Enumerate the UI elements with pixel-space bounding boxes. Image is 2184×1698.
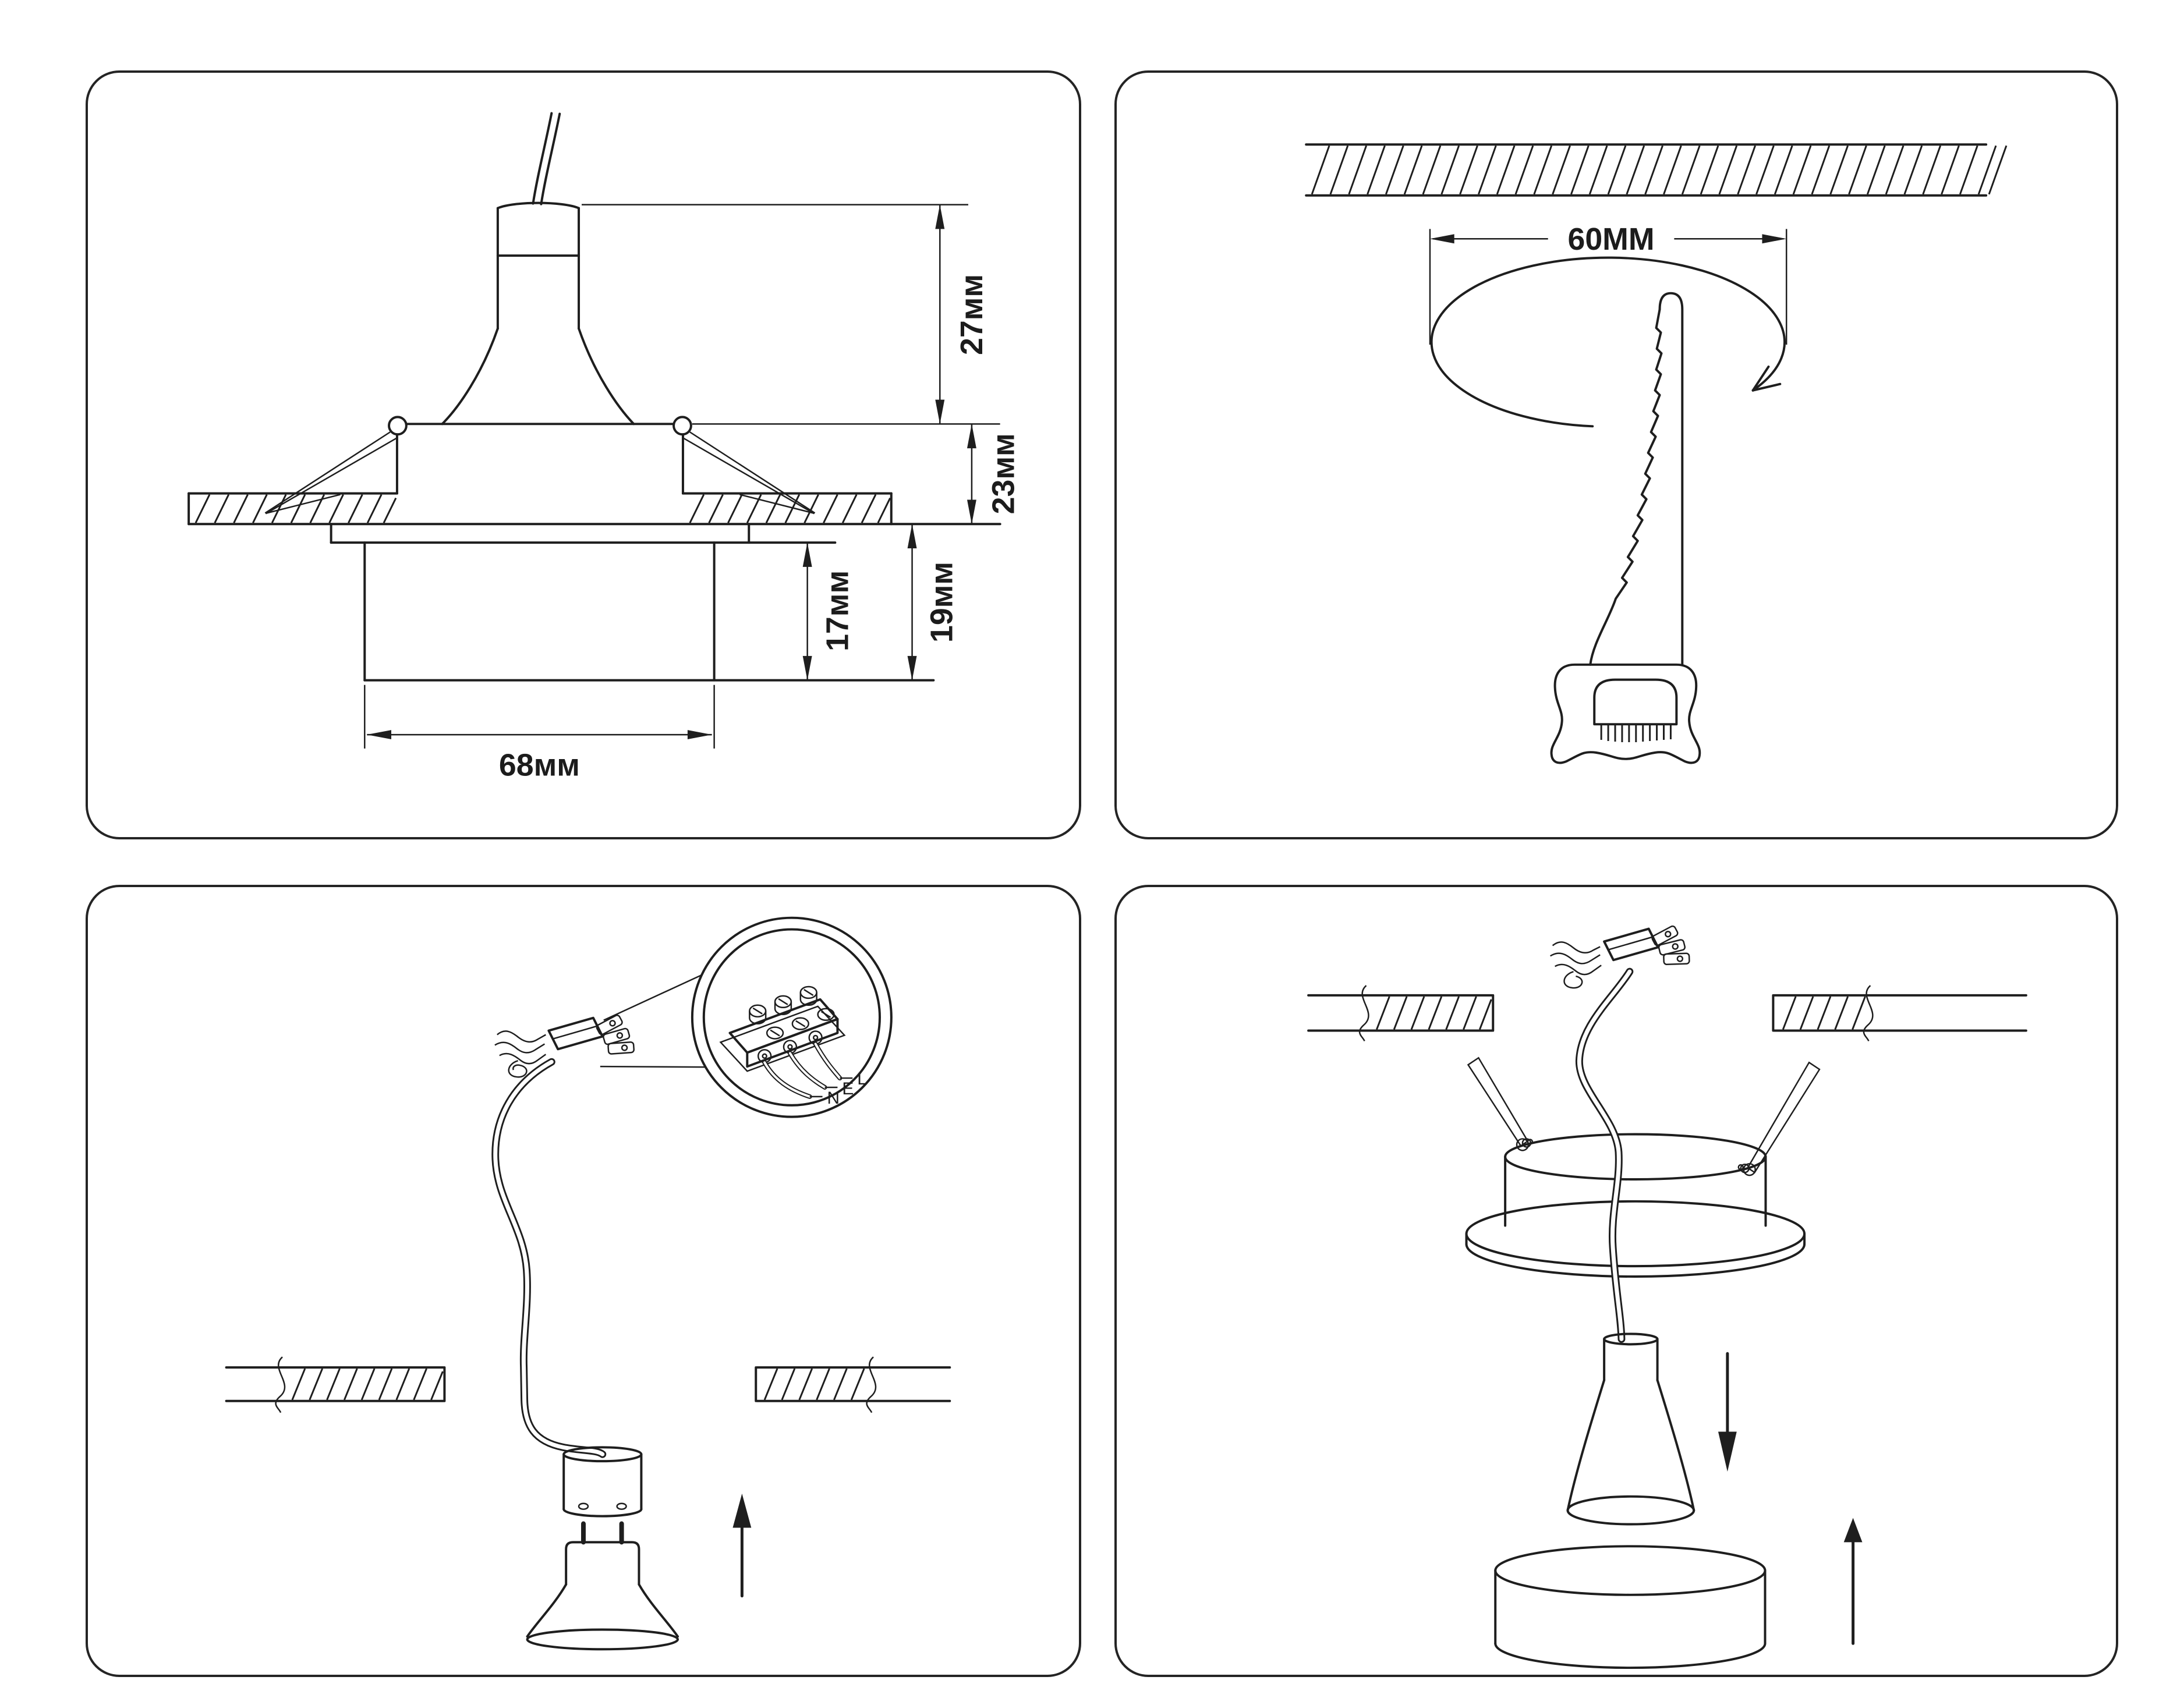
dimension-19mm	[908, 524, 960, 680]
panel-wiring	[86, 885, 1081, 1677]
dimension-68mm	[364, 685, 714, 783]
ceiling-band	[1306, 144, 2006, 195]
trim-flange	[331, 524, 836, 543]
trim-ring	[1495, 1546, 1765, 1668]
keyhole-saw-icon	[1552, 293, 1700, 763]
spring-clip-right	[1739, 1062, 1820, 1175]
dimension-17mm	[803, 543, 855, 680]
ceiling-band-hatch	[1312, 146, 2006, 194]
saw-handle	[1552, 665, 1700, 763]
label-earth: E	[842, 1079, 854, 1098]
wiring-diagram	[88, 887, 1079, 1675]
ceiling-band	[1308, 986, 2026, 1041]
break-wave-right	[867, 1357, 876, 1412]
supply-cable	[495, 1062, 603, 1454]
lamp-assembly	[1567, 1334, 1694, 1524]
ceiling-hatch	[1376, 997, 1865, 1030]
lamp-cord	[533, 114, 560, 204]
break-wave-left	[276, 1357, 285, 1412]
detail-lens-icon	[600, 918, 891, 1117]
label-neutral: N	[827, 1088, 840, 1108]
ceiling-hatch	[292, 1369, 864, 1400]
connector-sleeves	[596, 1014, 634, 1054]
fixture-cup	[389, 417, 691, 493]
supply-cable	[1579, 972, 1630, 1339]
ceiling-cross-section	[189, 494, 1000, 524]
rotation-arrow-icon	[1432, 258, 1785, 427]
terminal-screws	[749, 987, 834, 1038]
lamp-bulb	[442, 203, 633, 424]
down-arrow-icon	[1718, 1353, 1737, 1472]
panel-cutout	[1114, 70, 2118, 839]
dimension-23mm	[967, 424, 1021, 524]
ceiling-hatch-left	[196, 495, 396, 523]
dimension-23mm-label: 23мм	[986, 433, 1021, 515]
dimension-27mm-label: 27мм	[954, 274, 990, 356]
connector-sleeves	[1651, 925, 1690, 965]
dimensions-diagram	[88, 73, 1079, 837]
lamp-bulb	[528, 1524, 678, 1650]
terminal-connector	[495, 1014, 634, 1077]
up-arrow-icon	[732, 1494, 751, 1596]
saw-handle-grip	[1601, 724, 1670, 742]
dimension-17mm-label: 17мм	[820, 570, 855, 651]
dimension-27mm	[582, 205, 1000, 424]
spring-clip-left	[1468, 1058, 1532, 1150]
break-wave-left	[1360, 986, 1368, 1041]
ceiling-band	[226, 1357, 950, 1412]
mounting-diagram	[1117, 887, 2116, 1675]
up-arrow-icon	[1844, 1518, 1863, 1644]
fixture-can	[1467, 1134, 1805, 1277]
dimension-60mm-label: 60MM	[1567, 222, 1655, 257]
panel-mounting	[1114, 885, 2118, 1677]
dimension-19mm-label: 19мм	[924, 561, 960, 643]
dimension-68mm-label: 68мм	[498, 747, 580, 783]
label-live: L	[857, 1069, 867, 1089]
cutout-diagram	[1117, 73, 2116, 837]
terminal-connector	[1551, 925, 1690, 988]
panel-dimensions	[86, 70, 1081, 839]
break-wave-right	[1864, 986, 1872, 1041]
